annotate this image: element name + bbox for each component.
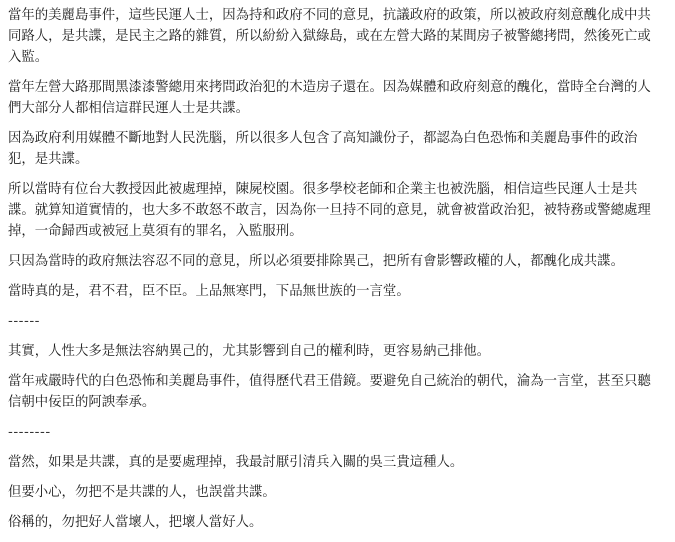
article-body [8,5,660,542]
paragraph-2: 當年左營大路那間黑漆漆警總用來拷問政治犯的木造房子還在。因為媒體和政府刻意的醜化，當時全台灣的人們大部分人都相信這群民運人士是共諜。 [8,80,651,116]
paragraph-5: 只因為當時的政府無法容忍不同的意見，所以必須要排除異己，把所有會影響政權的人，都醜化成共諜。 [8,254,624,269]
paragraph-11: 俗稱的，勿把好人當壞人，把壞人當好人。 [8,515,263,530]
paragraph-8: 當年戒嚴時代的白色恐怖和美麗島事件，值得歷代君王借鏡。要避免自己統治的朝代，淪為一言堂，甚至只聽信朝中佞臣的阿諛奉承。 [8,374,651,410]
section-divider-1: ------ [8,314,40,329]
paragraph-9: 當然，如果是共諜，真的是要處理掉，我最討厭引清兵入關的吳三貴這種人。 [8,455,464,470]
paragraph-6: 當時真的是，君不君，臣不臣。上品無寒門，下品無世族的一言堂。 [8,284,410,299]
paragraph-7: 其實，人性大多是無法容納異己的，尤其影響到自己的權利時，更容易納己排他。 [8,344,491,359]
paragraph-4: 所以當時有位台大教授因此被處理掉，陳屍校園。很多學校老師和企業主也被洗腦，相信這些民運人士是共諜。就算知道實情的，也大多不敢怒不敢言，因為你一旦持不同的意見，就會被當政治犯，被特務或警總處理掉，一命歸西或被冠上莫須有的罪名，入監服刑。 [8,182,651,239]
paragraph-10: 但要小心，勿把不是共諜的人，也誤當共諜。 [8,485,276,500]
paragraph-3: 因為政府利用媒體不斷地對人民洗腦，所以很多人包含了高知識份子，都認為白色恐怖和美麗島事件的政治犯，是共諜。 [8,131,638,167]
section-divider-2: -------- [8,425,51,440]
paragraph-1: 當年的美麗島事件，這些民運人士，因為持和政府不同的意見，抗議政府的政策，所以被政府刻意醜化成中共同路人，是共諜，是民主之路的雜質，所以紛紛入獄綠島，或在左營大路的某間房子被警總拷問，然後死亡或入監。 [8,8,651,65]
